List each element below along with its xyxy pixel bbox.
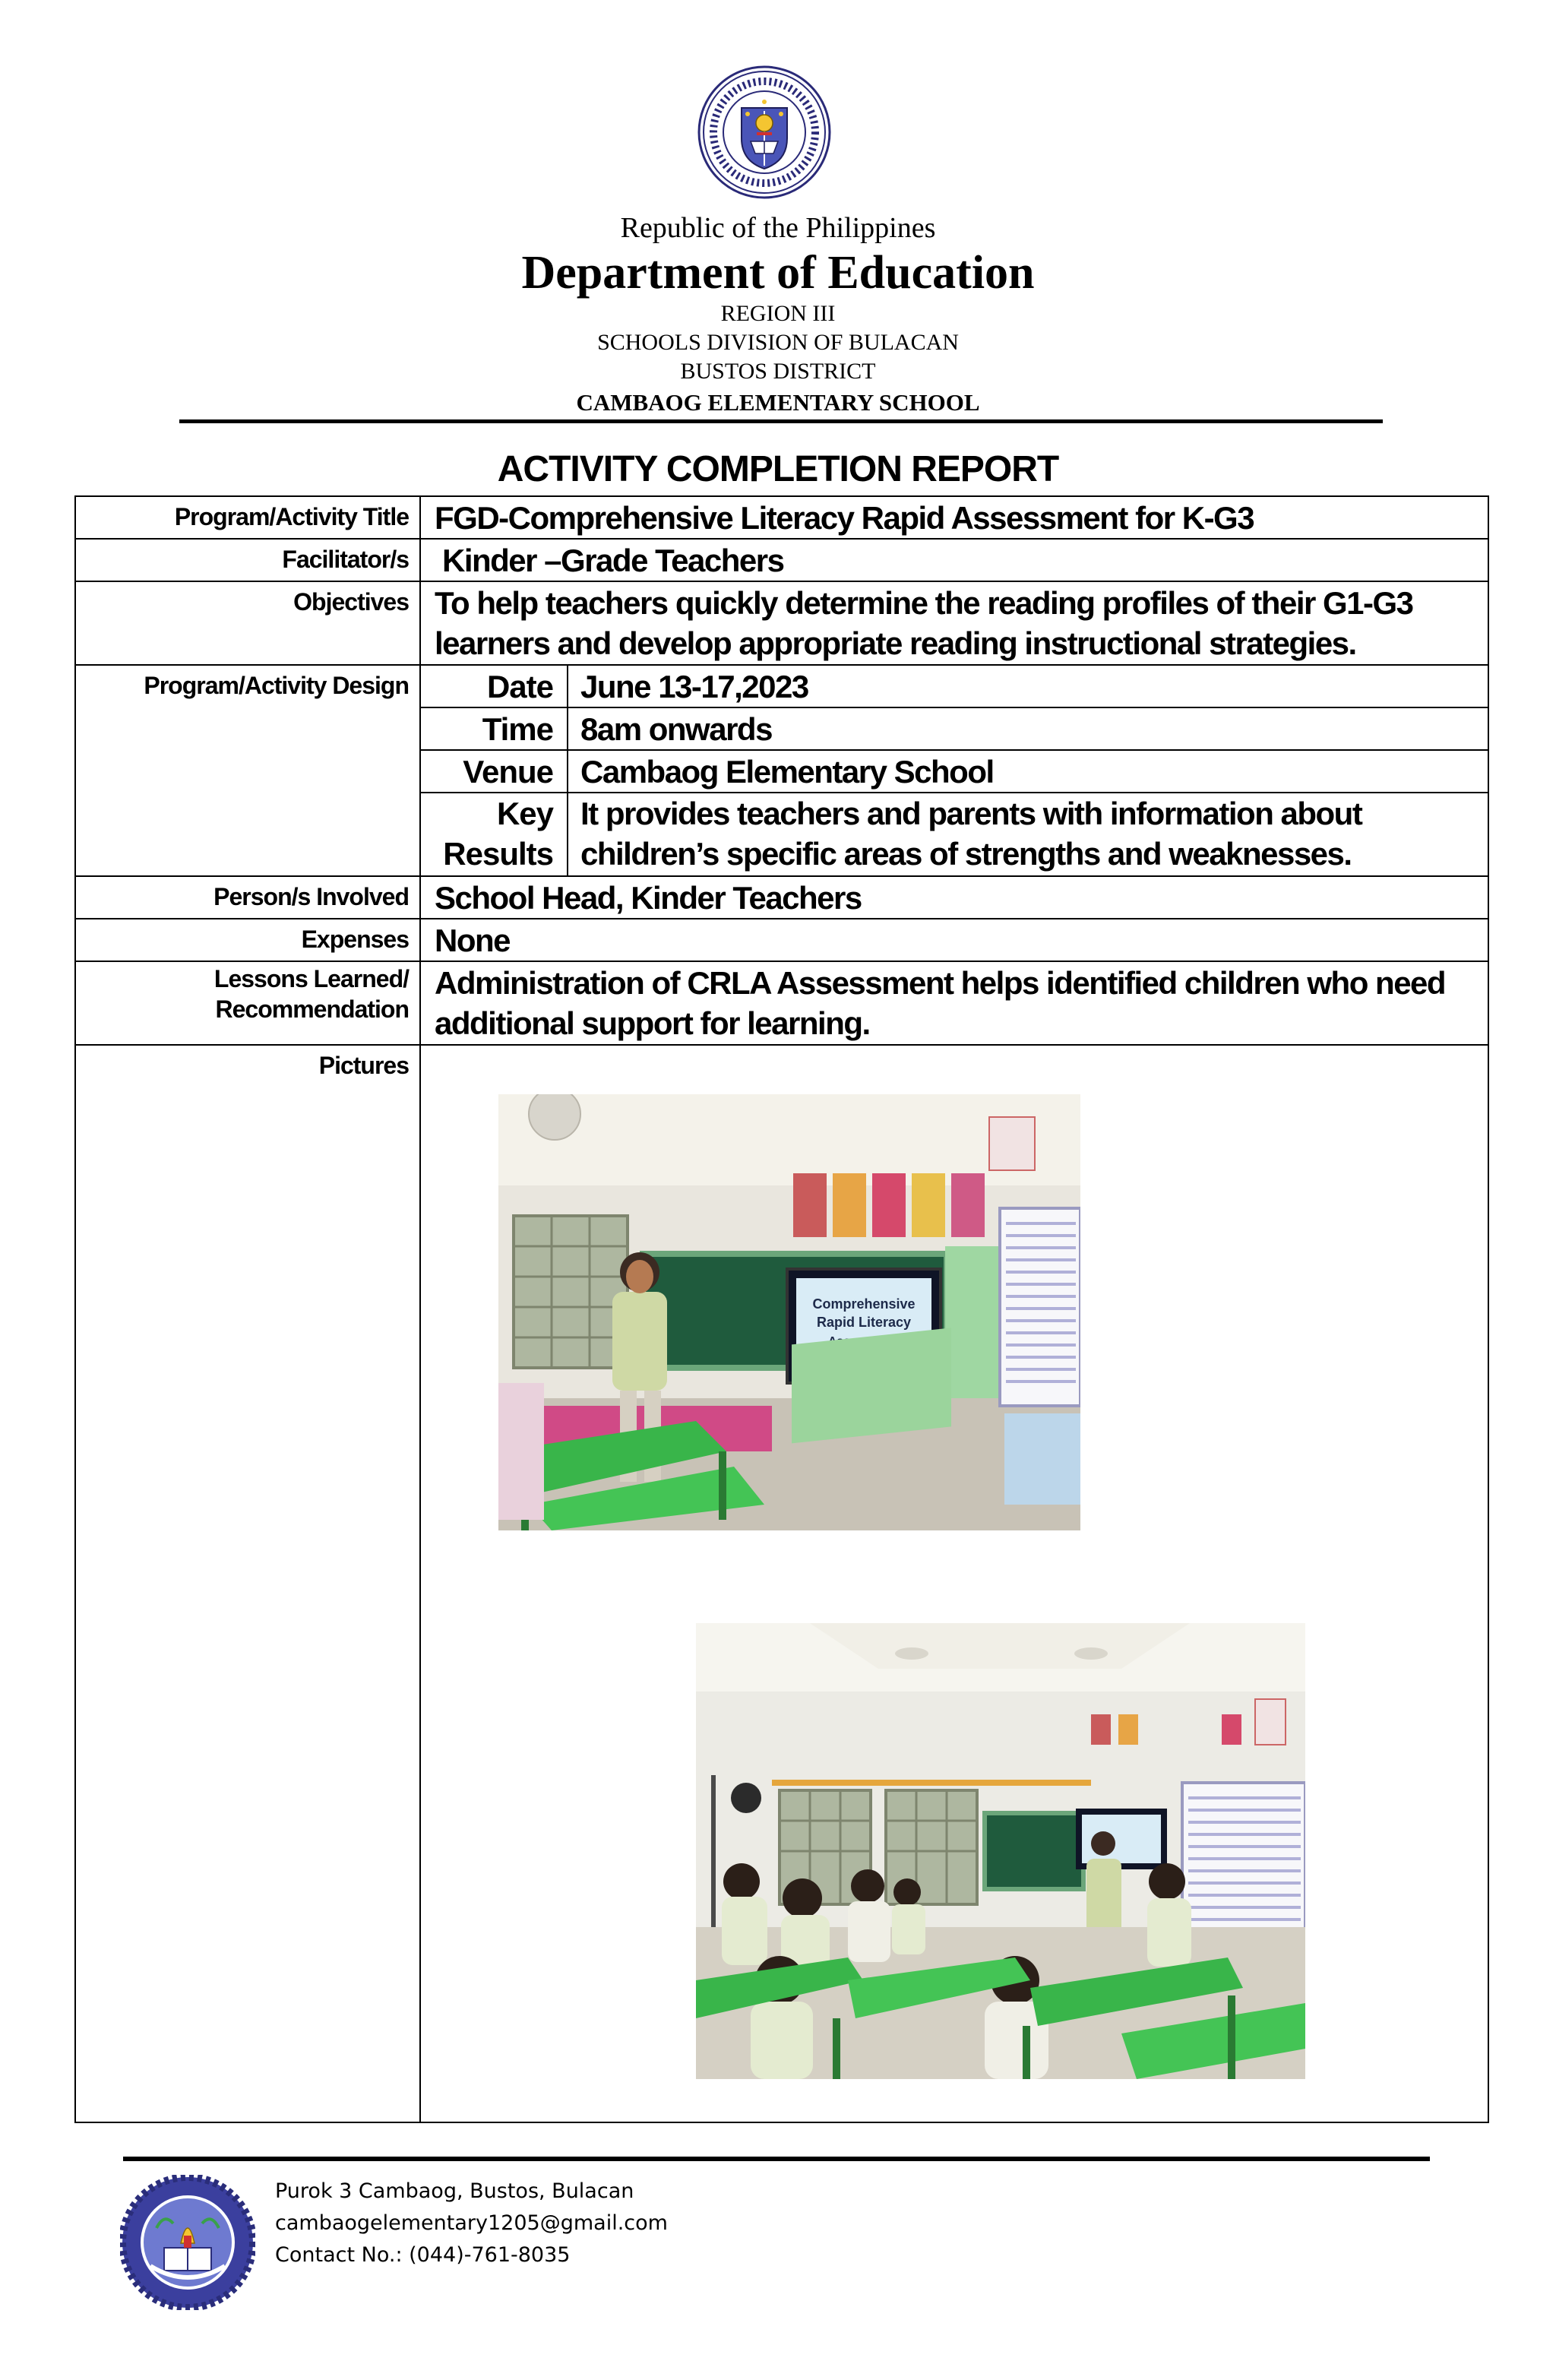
pictures-label: Pictures [318, 1052, 409, 1079]
row-divider [76, 961, 1488, 962]
footer-divider [123, 2157, 1430, 2161]
time-label: Time [482, 711, 553, 747]
key-results-line-1: It provides teachers and parents with information about [580, 796, 1362, 831]
row-divider [76, 1044, 1488, 1046]
expenses-label: Expenses [301, 926, 409, 953]
key-results-label-2: Results [443, 836, 553, 872]
lessons-line-2: additional support for learning. [435, 1005, 870, 1041]
footer-email[interactable]: cambaogelementary1205@gmail.com [275, 2211, 668, 2235]
division-heading: SCHOOLS DIVISION OF BULACAN [597, 330, 959, 355]
time-value: 8am onwards [580, 711, 772, 747]
objectives-line-1: To help teachers quickly determine the reading profiles of their G1-G3 [435, 585, 1413, 621]
key-results-label-1: Key [496, 796, 553, 831]
design-label: Program/Activity Design [144, 672, 409, 699]
footer-contact: Contact No.: (044)-761-8035 [275, 2243, 571, 2267]
persons-value: School Head, Kinder Teachers [435, 880, 862, 916]
header-divider [179, 419, 1383, 423]
school-seal-icon [120, 2175, 255, 2310]
slide-text-2: Rapid Literacy [816, 1315, 912, 1330]
venue-value: Cambaog Elementary School [580, 754, 994, 790]
school-heading: CAMBAOG ELEMENTARY SCHOOL [576, 389, 980, 416]
lessons-line-1: Administration of CRLA Assessment helps identified children who need [435, 965, 1446, 1001]
persons-label: Person/s Involved [213, 883, 409, 910]
design-row-divider [419, 749, 1488, 751]
facilitators-value: Kinder –Grade Teachers [442, 543, 784, 578]
republic-heading: Republic of the Philippines [620, 212, 936, 244]
lessons-label-1: Lessons Learned/ [213, 965, 409, 992]
classroom-participants-photo [696, 1623, 1305, 2079]
report-form-table [74, 495, 1489, 2123]
facilitators-label: Facilitator/s [282, 546, 409, 573]
footer-address: Purok 3 Cambaog, Bustos, Bulacan [275, 2179, 634, 2203]
row-divider [76, 664, 1488, 666]
date-label: Date [486, 669, 553, 704]
deped-seal-icon [697, 65, 831, 199]
slide-text-1: Comprehensive [812, 1296, 916, 1312]
classroom-presentation-photo [498, 1094, 1080, 1530]
row-divider [76, 875, 1488, 877]
objectives-label: Objectives [293, 588, 409, 616]
region-heading: REGION III [720, 301, 836, 326]
lessons-label-2: Recommendation [215, 995, 409, 1023]
objectives-line-2: learners and develop appropriate reading instructional strategies. [435, 625, 1356, 661]
district-heading: BUSTOS DISTRICT [680, 359, 876, 384]
venue-label: Venue [463, 754, 553, 790]
expenses-value: None [435, 923, 510, 958]
key-results-line-2: children’s specific areas of strengths and weaknesses. [580, 836, 1352, 872]
department-heading: Department of Education [521, 247, 1035, 299]
program-title-label: Program/Activity Title [174, 503, 409, 530]
program-title-value: FGD-Comprehensive Literacy Rapid Assessment for K-G3 [435, 500, 1254, 536]
date-value: June 13-17,2023 [580, 669, 808, 704]
design-column-divider [567, 664, 568, 875]
design-row-divider [419, 707, 1488, 708]
report-title: ACTIVITY COMPLETION REPORT [497, 449, 1059, 489]
